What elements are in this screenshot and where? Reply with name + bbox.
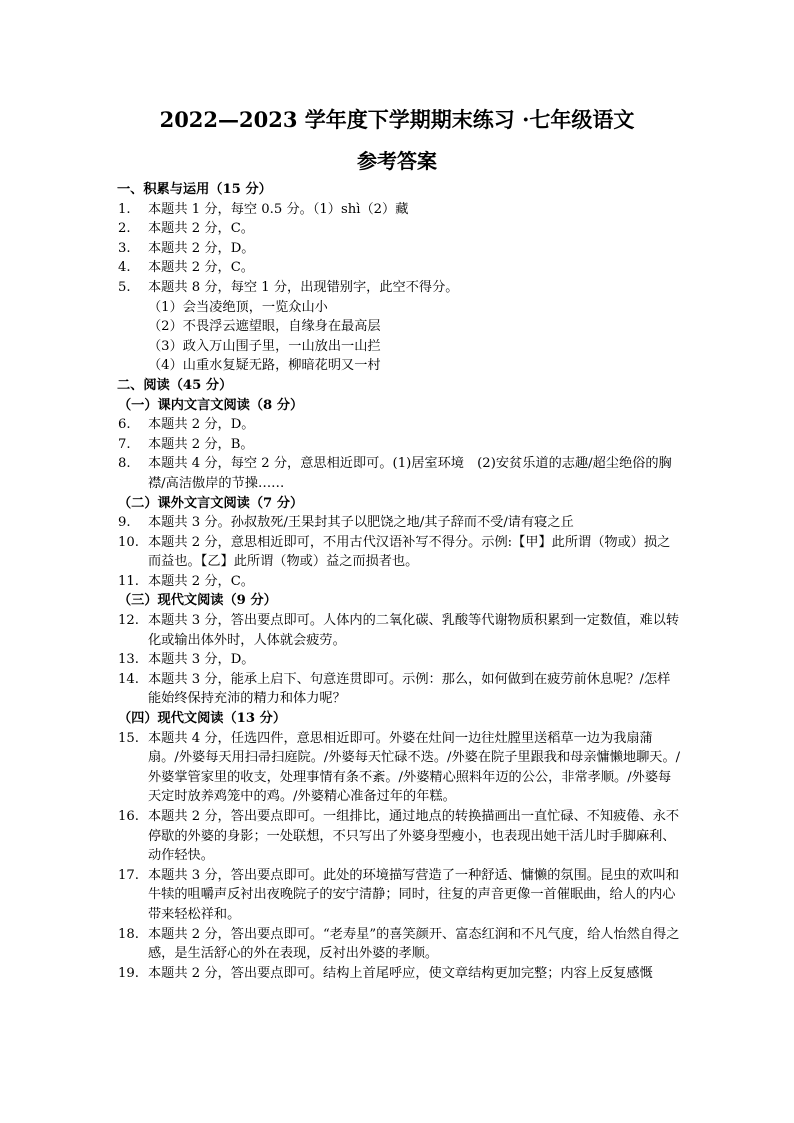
answer-item-number: 5.: [118, 279, 131, 295]
answer-item-text: 本题共 2 分，D。: [148, 417, 255, 433]
answer-item-text: 本题共 3 分，答出要点即可。人体内的二氧化碳、乳酸等代谢物质积累到一定数值，难以转化或输出体外时，人体就会疲劳。: [148, 613, 680, 648]
answer-item-text: 本题共 2 分，D。: [148, 240, 255, 256]
answer-item-number: 2.: [118, 221, 131, 237]
answer-item-text: 本题共 2 分，答出要点即可。“老寿星”的喜笑颜开、富态红润和不凡气度，给人怡然自得之感，是生活舒心的外在表现，反衬出外婆的孝顺。: [148, 926, 680, 962]
answer-item-number: 11.: [118, 573, 139, 589]
sub-answer-line: （2）不畏浮云遮望眼，自缘身在最高层: [148, 319, 381, 335]
subsection-heading: （三）现代文阅读（9 分）: [118, 593, 277, 609]
answer-item-text: 本题共 2 分，C。: [148, 221, 254, 237]
answer-item-text: 本题共 3 分，答出要点即可。此处的环境描写营造了一种舒适、慵懒的氛围。昆虫的欢叫和牛犊的咀嚼声反衬出夜晚院子的安宁清静；同时，往复的声音更像一首催眠曲，给人的内心带来轻松祥和。: [148, 867, 680, 922]
answer-item: [118, 807, 683, 866]
answer-item-number: 4.: [118, 260, 131, 276]
answer-item-number: 18.: [118, 926, 139, 942]
answer-item: [118, 513, 683, 533]
answer-item-number: 3.: [118, 240, 131, 256]
sub-answer-line: （4）山重水复疑无路，柳暗花明又一村: [148, 358, 381, 374]
sub-answer-line: （1）会当凌绝顶，一览众山小: [148, 299, 328, 315]
answer-item-text: 本题共 2 分，C。: [148, 573, 254, 589]
answer-item-text: 本题共 3 分，D。: [148, 652, 255, 668]
answer-item-number: 19.: [118, 965, 139, 981]
subsection-heading: （四）现代文阅读（13 分）: [118, 711, 287, 727]
answer-item: [118, 435, 683, 455]
answer-item-number: 15.: [118, 730, 139, 746]
answer-item-text: 本题共 8 分，每空 1 分，出现错别字，此空不得分。: [148, 279, 459, 295]
answer-item: [118, 572, 683, 592]
answer-item-number: 1.: [118, 201, 131, 217]
answer-item-text: 本题共 3 分。孙叔敖死/王果封其子以肥饶之地/其子辞而不受/请有寝之丘: [148, 515, 574, 531]
answer-item: [118, 415, 683, 435]
answer-item: [118, 729, 683, 807]
sub-answer-line: （3）政入万山围子里，一山放出一山拦: [148, 338, 381, 354]
answer-item: [118, 670, 683, 709]
page-subtitle: 参考答案: [357, 149, 437, 173]
answer-item-text: 本题共 1 分，每空 0.5 分。（1）shì（2）藏: [148, 201, 409, 217]
answer-item-number: 12.: [118, 613, 139, 629]
answer-item: [118, 278, 683, 298]
section-heading: 一、积累与运用（15 分）: [117, 182, 272, 197]
answer-item: [118, 866, 683, 925]
subsection-heading: （二）课外文言文阅读（7 分）: [118, 495, 304, 511]
answer-item: [118, 258, 683, 278]
answer-item-number: 6.: [118, 417, 131, 433]
answer-item-number: 17.: [118, 867, 139, 883]
answer-item-text: 本题共 2 分，意思相近即可，不用古代汉语补写不得分。示例:【甲】此所谓（物或）损之而益也。【乙】此所谓（物或）益之而损者也。: [148, 534, 671, 570]
answer-item-text: 本题共 4 分，每空 2 分，意思相近即可。(1)居室环境 (2)安贫乐道的志趣/超尘绝俗的胸襟/高洁傲岸的节操……: [148, 456, 672, 491]
answer-item: [118, 219, 683, 239]
answer-item: [118, 239, 683, 259]
answer-item-number: 7.: [118, 436, 131, 452]
answer-item-text: 本题共 3 分，能承上启下、句意连贯即可。示例：那么，如何做到在疲劳前休息呢？/怎样能始终保持充沛的精力和体力呢？: [148, 671, 671, 707]
answer-content: [118, 180, 683, 983]
answer-item-text: 本题共 2 分，答出要点即可。结构上首尾呼应，使文章结构更加完整；内容上反复感慨: [148, 965, 653, 981]
answer-item-number: 16.: [118, 809, 139, 824]
answer-item-number: 10.: [118, 534, 139, 550]
answer-item-number: 14.: [118, 671, 139, 687]
subsection-heading: （一）课内文言文阅读（8 分）: [118, 397, 304, 413]
answer-item-text: 本题共 2 分，C。: [148, 260, 254, 276]
answer-item-number: 13.: [118, 652, 139, 668]
answer-item: [118, 964, 683, 984]
answer-item: [118, 454, 683, 493]
answer-item: [118, 533, 683, 572]
section-heading: 二、阅读（45 分）: [117, 377, 233, 393]
answer-item-number: 8.: [118, 456, 131, 472]
answer-item: [118, 200, 683, 220]
answer-item: [118, 611, 683, 650]
answer-item-number: 9.: [118, 515, 131, 531]
page-title: 2022—2023 学年度下学期期末练习 ·七年级语文: [159, 107, 635, 132]
answer-item-text: 本题共 2 分，答出要点即可。一组排比，通过地点的转换描画出一直忙碌、不知疲倦、永不停歇的外婆的身影；一处联想，不只写出了外婆身型瘦小，也表现出她干活儿时手脚麻利、动作轻快。: [148, 809, 680, 864]
answer-item: [118, 925, 683, 964]
answer-item: [118, 650, 683, 670]
answer-item-text: 本题共 2 分，B。: [148, 436, 254, 452]
answer-item-text: 本题共 4 分，任选四件，意思相近即可。外婆在灶间一边往灶膛里送稻草一边为我扇蒲扇。/外婆每天用扫帚扫庭院。/外婆每天忙碌不迭。/外婆在院子里跟我和母亲慵懒地聊天。/外婆掌管家里的收支，处理事情有条不紊。/外婆精心照料年迈的公公，非常孝顺。/外婆每天定时放养鸡笼中的鸡。/外婆精心准备过年的年糕。: [148, 730, 681, 805]
